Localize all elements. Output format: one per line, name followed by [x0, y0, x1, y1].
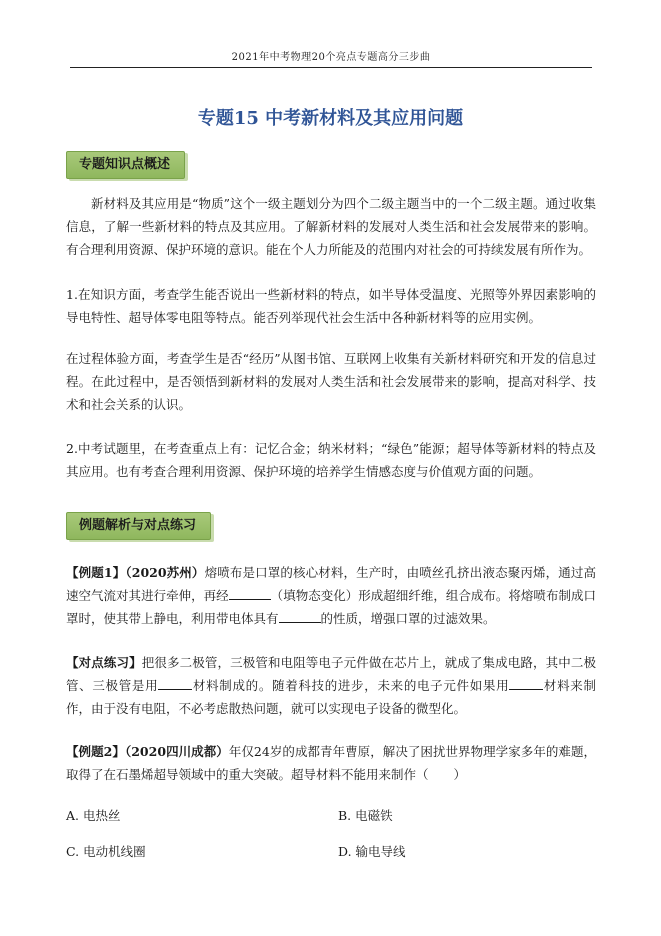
example-2-text: 年仅24岁的成都青年曹原，解决了困扰世界物理学家多年的难题，取得了在石墨烯超导领域中的重大突破。超导材料不能用来制作（ ）	[66, 744, 596, 782]
practice-1-text-b: 材料制成的。随着科技的进步，未来的电子元件如果用	[192, 678, 510, 693]
practice-1-text-a: 把很多二极管，三极管和电阻等电子元件做在芯片上，就成了集成电路，其中二极管、三极管是用	[66, 655, 596, 693]
section-heading-overview: 专题知识点概述	[66, 151, 185, 179]
intro-paragraph-3: 在过程体验方面，考查学生是否“经历”从图书馆、互联网上收集有关新材料研究和开发的信息过程。在此过程中，是否领悟到新材料的发展对人类生活和社会发展带来的影响，提高对科学、技术和社会关系的认识。	[66, 351, 596, 412]
page-header: 2021年中考物理20个亮点专题高分三步曲	[70, 48, 592, 68]
document-title: 专题15 中考新材料及其应用问题	[197, 108, 464, 129]
practice-1-text-c: 材料来制作，由于没有电阻，不必考虑散热问题，就可以实现电子设备的微型化。	[66, 678, 596, 716]
option-b[interactable]: B. 电磁铁	[338, 808, 393, 823]
example-1-text-a: 熔喷布是口罩的核心材料，生产时，由喷丝孔挤出液态聚丙烯，通过高速空气流对其进行牵伸，再经	[66, 565, 596, 603]
example-1-text-c: 的性质，增强口罩的过滤效果。	[320, 611, 496, 626]
option-d[interactable]: D. 输电导线	[338, 844, 406, 859]
example-2	[66, 740, 596, 786]
practice-1	[66, 651, 596, 720]
example-1	[66, 561, 596, 630]
example-1-source: （2020苏州）	[125, 565, 205, 580]
example-1-tag: 【例题1】	[66, 565, 126, 580]
answer-blank[interactable]	[158, 677, 192, 690]
option-a[interactable]: A. 电热丝	[66, 808, 121, 823]
answer-blank[interactable]	[229, 587, 271, 600]
intro-paragraph-1: 新材料及其应用是“物质”这个一级主题划分为四个二级主题当中的一个二级主题。通过收集信息，了解一些新材料的特点及其应用。了解新材料的发展对人类生活和社会发展带来的影响。有合理利用资源、保护环境的意识。能在个人力所能及的范围内对社会的可持续发展有所作为。	[66, 196, 596, 257]
option-c[interactable]: C. 电动机线圈	[66, 844, 146, 859]
answer-blank[interactable]	[509, 677, 543, 690]
example-2-source: （2020四川成都）	[124, 744, 229, 759]
section-heading-examples: 例题解析与对点练习	[66, 512, 211, 540]
example-2-tag: 【例题2】	[66, 744, 125, 759]
practice-1-tag: 【对点练习】	[66, 655, 142, 670]
example-1-text-b: （填物态变化）形成超细纤维，组合成布。将熔喷布制成口罩时，使其带上静电，利用带电体具有	[66, 588, 596, 626]
answer-blank[interactable]	[279, 610, 321, 623]
intro-paragraph-4: 2.中考试题里，在考查重点上有：记忆合金；纳米材料；“绿色”能源；超导体等新材料的特点及其应用。也有考查合理利用资源、保护环境的培养学生情感态度与价值观方面的问题。	[66, 441, 596, 479]
intro-paragraph-2: 1.在知识方面，考查学生能否说出一些新材料的特点，如半导体受温度、光照等外界因素影响的导电特性、超导体零电阻等特点。能否列举现代社会生活中各种新材料等的应用实例。	[66, 287, 596, 325]
